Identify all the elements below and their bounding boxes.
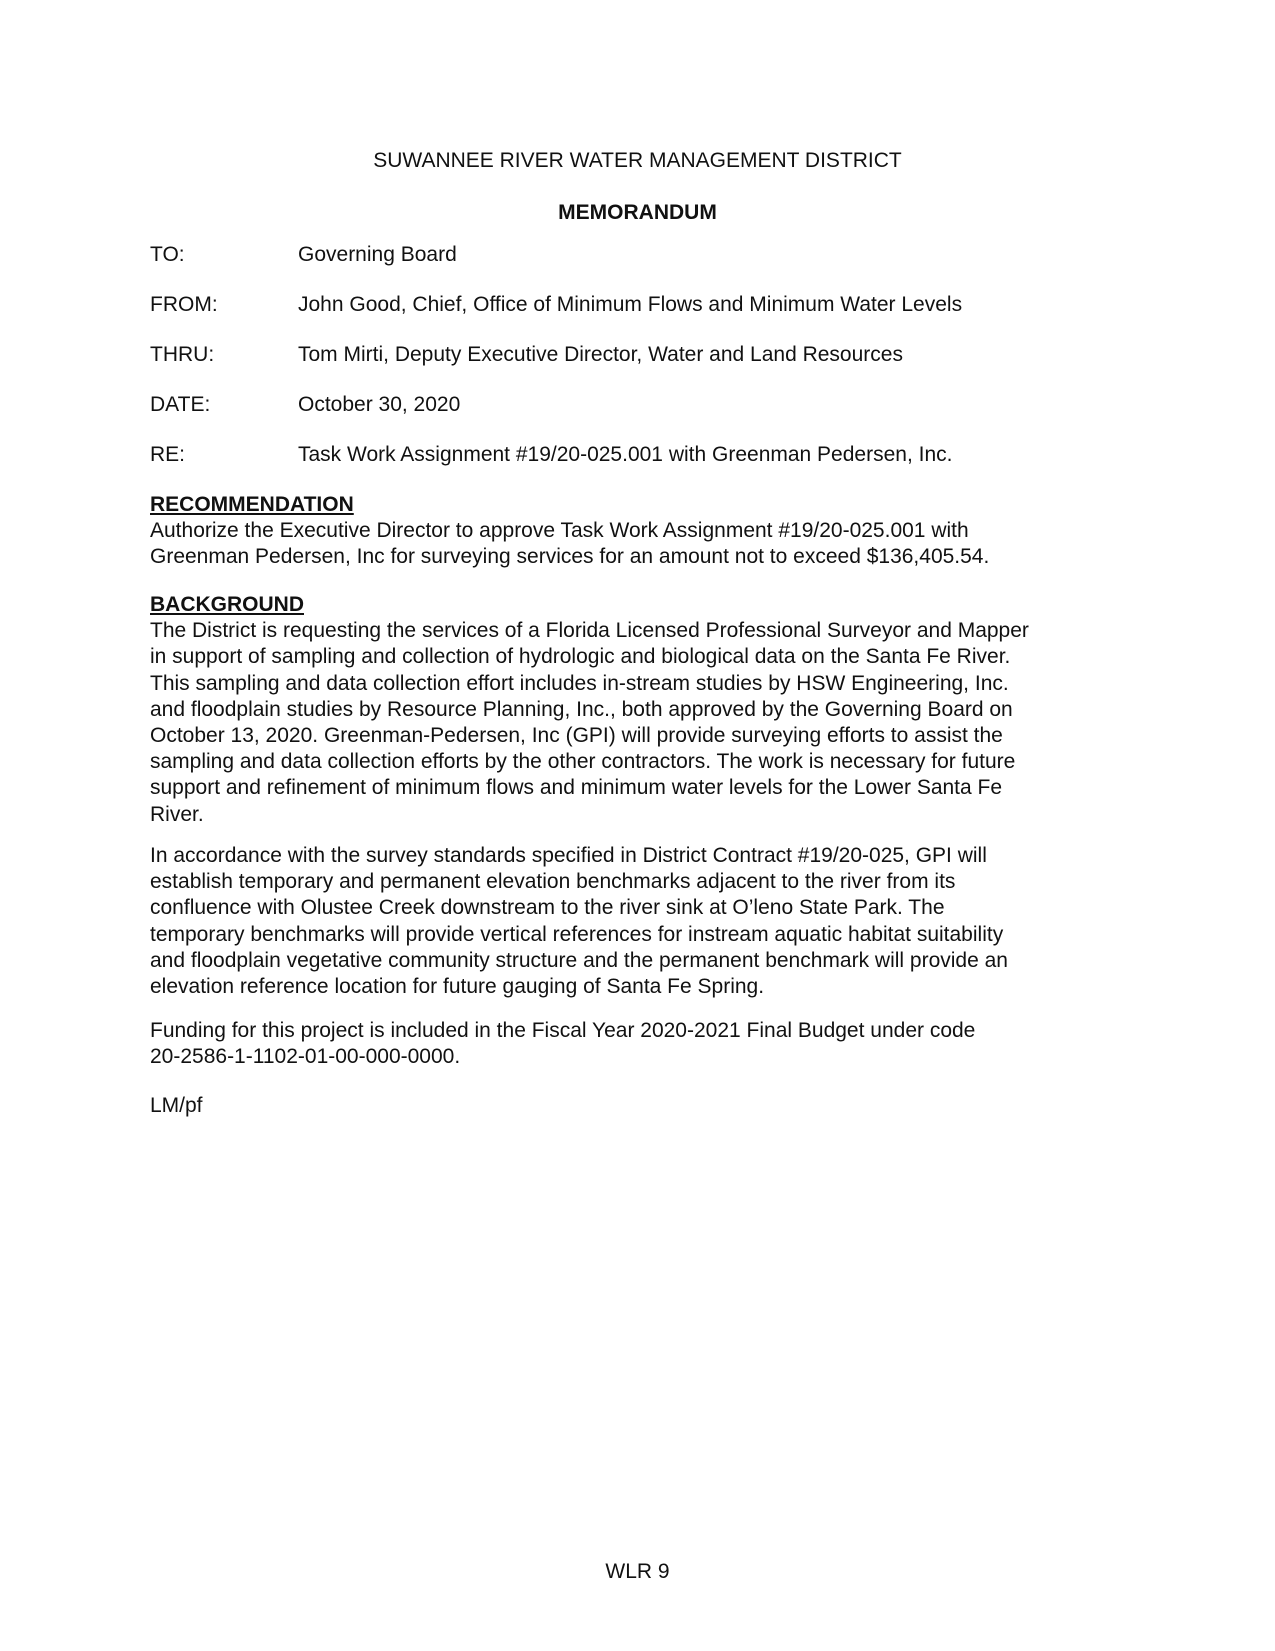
header-date-label: DATE: bbox=[150, 393, 211, 416]
background-paragraph-1-line: in support of sampling and collection of hydrologic and biological data on the Santa Fe River. bbox=[150, 645, 1011, 669]
memo-title: MEMORANDUM bbox=[558, 201, 717, 224]
background-paragraph-2-line: In accordance with the survey standards specified in District Contract #19/20-025, GPI will bbox=[150, 844, 987, 867]
page-footer-label: WLR 9 bbox=[605, 1560, 670, 1583]
background-paragraph-1-line: October 13, 2020. Greenman-Pedersen, Inc (GPI) will provide surveying efforts to assist the bbox=[150, 724, 1003, 748]
header-re-value: Task Work Assignment #19/20-025.001 with Greenman Pedersen, Inc. bbox=[298, 443, 953, 466]
header-thru-value: Tom Mirti, Deputy Executive Director, Water and Land Resources bbox=[298, 343, 903, 366]
background-paragraph-2-line: temporary benchmarks will provide vertical references for instream aquatic habitat suitability bbox=[150, 922, 1004, 946]
funding-paragraph-line: 20-2586-1-1102-01-00-000-0000. bbox=[150, 1045, 461, 1069]
background-paragraph-1-line: The District is requesting the services of a Florida Licensed Professional Surveyor and Mapper bbox=[150, 619, 1029, 643]
header-from-label: FROM: bbox=[150, 293, 218, 316]
header-thru-label: THRU: bbox=[150, 343, 215, 366]
recommendation-heading: RECOMMENDATION bbox=[150, 493, 354, 516]
funding-paragraph bbox=[150, 1018, 1125, 1070]
header-to-label: TO: bbox=[150, 243, 185, 266]
header-date-value: October 30, 2020 bbox=[298, 393, 461, 416]
initials: LM/pf bbox=[150, 1094, 203, 1117]
recommendation-line: Greenman Pedersen, Inc for surveying services for an amount not to exceed $136,405.54. bbox=[150, 545, 990, 569]
background-paragraph-2-line: confluence with Olustee Creek downstream to the river sink at O’leno State Park. The bbox=[150, 896, 945, 920]
background-paragraph-1-line: sampling and data collection efforts by the other contractors. The work is necessary for future bbox=[150, 750, 1016, 774]
background-section bbox=[150, 592, 1125, 828]
funding-paragraph-line: Funding for this project is included in the Fiscal Year 2020-2021 Final Budget under code bbox=[150, 1019, 976, 1042]
background-paragraph-1-line: support and refinement of minimum flows and minimum water levels for the Lower Santa Fe bbox=[150, 776, 1003, 800]
background-paragraph-2-line: and floodplain vegetative community structure and the permanent benchmark will provide an bbox=[150, 948, 1008, 972]
background-paragraph-2-line: elevation reference location for future gauging of Santa Fe Spring. bbox=[150, 975, 765, 999]
organization-name: SUWANNEE RIVER WATER MANAGEMENT DISTRICT bbox=[373, 149, 902, 172]
header-re-label: RE: bbox=[150, 443, 186, 466]
background-paragraph-2 bbox=[150, 843, 1125, 1000]
background-paragraph-1-line: This sampling and data collection effort includes in-stream studies by HSW Engineering, Inc. bbox=[150, 671, 1009, 695]
background-paragraph-1-line: and floodplain studies by Resource Planning, Inc., both approved by the Governing Board on bbox=[150, 697, 1013, 721]
recommendation-section bbox=[150, 492, 1125, 571]
background-paragraph-2-line: establish temporary and permanent elevation benchmarks adjacent to the river from its bbox=[150, 870, 956, 894]
background-heading: BACKGROUND bbox=[150, 593, 304, 616]
header-from-value: John Good, Chief, Office of Minimum Flows and Minimum Water Levels bbox=[298, 293, 963, 316]
header-to-value: Governing Board bbox=[298, 243, 457, 266]
background-paragraph-1-line: River. bbox=[150, 802, 204, 826]
recommendation-line: Authorize the Executive Director to approve Task Work Assignment #19/20-025.001 with bbox=[150, 519, 969, 543]
